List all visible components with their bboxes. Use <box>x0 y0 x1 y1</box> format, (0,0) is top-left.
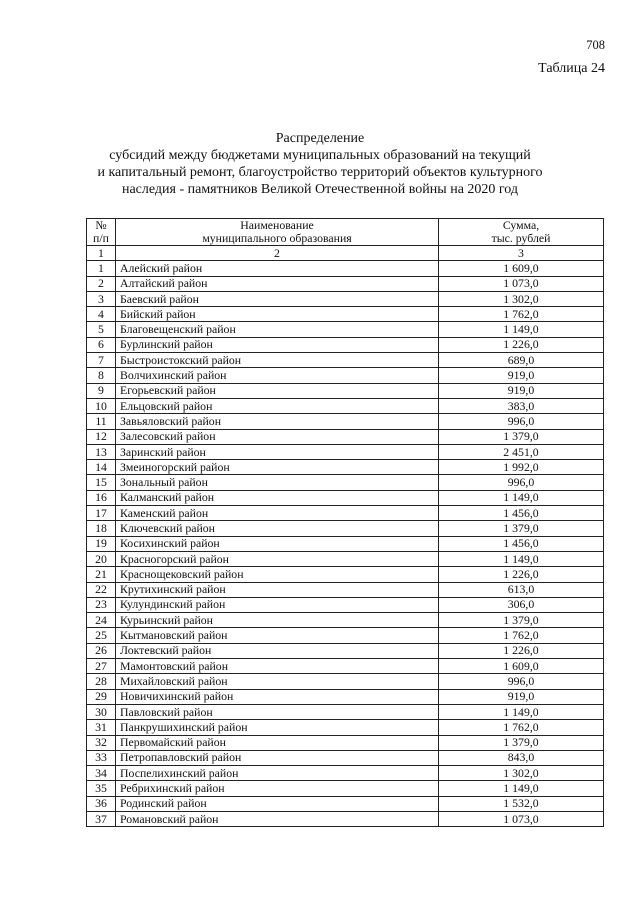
table-row <box>87 735 604 750</box>
row-municipality-name: Родинский район <box>116 796 439 811</box>
table-row <box>87 781 604 796</box>
row-municipality-name: Каменский район <box>116 506 439 521</box>
row-amount: 1 609,0 <box>439 261 604 276</box>
row-amount: 1 609,0 <box>439 659 604 674</box>
row-amount: 996,0 <box>439 414 604 429</box>
heading-line-3: и капитальный ремонт, благоустройство территорий объектов культурного <box>97 165 543 180</box>
row-number: 30 <box>87 704 116 719</box>
table-row <box>87 398 604 413</box>
row-amount: 1 379,0 <box>439 521 604 536</box>
header-name-label: Наименование муниципального образования <box>202 218 352 245</box>
row-number: 12 <box>87 429 116 444</box>
row-municipality-name: Краснощековский район <box>116 567 439 582</box>
row-municipality-name: Залесовский район <box>116 429 439 444</box>
row-municipality-name: Новичихинский район <box>116 689 439 704</box>
table-label: Таблица 24 <box>538 61 605 76</box>
table-row <box>87 659 604 674</box>
row-amount: 1 762,0 <box>439 628 604 643</box>
row-amount: 919,0 <box>439 383 604 398</box>
row-amount: 919,0 <box>439 689 604 704</box>
table-row <box>87 490 604 505</box>
column-index-3: 3 <box>439 246 604 261</box>
row-amount: 1 302,0 <box>439 766 604 781</box>
row-municipality-name: Змеиногорский район <box>116 460 439 475</box>
table-body <box>87 261 604 827</box>
row-municipality-name: Кытмановский район <box>116 628 439 643</box>
row-number: 23 <box>87 597 116 612</box>
row-municipality-name: Алейский район <box>116 261 439 276</box>
row-number: 28 <box>87 674 116 689</box>
table-row <box>87 368 604 383</box>
row-number: 31 <box>87 720 116 735</box>
table-row <box>87 551 604 566</box>
row-municipality-name: Бийский район <box>116 307 439 322</box>
row-municipality-name: Локтевский район <box>116 643 439 658</box>
row-amount: 1 073,0 <box>439 811 604 826</box>
table-row <box>87 582 604 597</box>
row-municipality-name: Первомайский район <box>116 735 439 750</box>
row-amount: 996,0 <box>439 475 604 490</box>
column-index-1: 1 <box>87 246 116 261</box>
table-row <box>87 720 604 735</box>
row-amount: 1 379,0 <box>439 429 604 444</box>
row-number: 7 <box>87 353 116 368</box>
row-municipality-name: Поспелихинский район <box>116 766 439 781</box>
row-amount: 1 456,0 <box>439 536 604 551</box>
row-amount: 1 302,0 <box>439 291 604 306</box>
row-amount: 1 762,0 <box>439 307 604 322</box>
row-amount: 843,0 <box>439 750 604 765</box>
row-amount: 1 149,0 <box>439 490 604 505</box>
row-number: 4 <box>87 307 116 322</box>
document-heading <box>0 130 640 198</box>
row-municipality-name: Курьинский район <box>116 613 439 628</box>
row-municipality-name: Егорьевский район <box>116 383 439 398</box>
table-row <box>87 689 604 704</box>
column-index-2: 2 <box>116 246 439 261</box>
row-amount: 383,0 <box>439 398 604 413</box>
row-municipality-name: Зональный район <box>116 475 439 490</box>
row-number: 22 <box>87 582 116 597</box>
table-row <box>87 429 604 444</box>
row-municipality-name: Бурлинский район <box>116 337 439 352</box>
row-number: 37 <box>87 811 116 826</box>
row-amount: 1 762,0 <box>439 720 604 735</box>
row-municipality-name: Быстроистокский район <box>116 353 439 368</box>
row-number: 24 <box>87 613 116 628</box>
row-municipality-name: Баевский район <box>116 291 439 306</box>
row-number: 33 <box>87 750 116 765</box>
heading-line-2: субсидий между бюджетами муниципальных образований на текущий <box>109 148 531 163</box>
row-number: 1 <box>87 261 116 276</box>
row-number: 26 <box>87 643 116 658</box>
table-row <box>87 506 604 521</box>
row-amount: 1 456,0 <box>439 506 604 521</box>
row-amount: 1 226,0 <box>439 643 604 658</box>
table-row <box>87 322 604 337</box>
row-amount: 306,0 <box>439 597 604 612</box>
table-row <box>87 674 604 689</box>
table-row <box>87 613 604 628</box>
row-municipality-name: Романовский район <box>116 811 439 826</box>
heading-line-1: Распределение <box>275 131 365 146</box>
row-municipality-name: Волчихинский район <box>116 368 439 383</box>
row-number: 36 <box>87 796 116 811</box>
table-header-row <box>87 219 604 246</box>
table-row <box>87 536 604 551</box>
row-amount: 1 073,0 <box>439 276 604 291</box>
row-municipality-name: Панкрушихинский район <box>116 720 439 735</box>
table-row <box>87 766 604 781</box>
row-municipality-name: Завьяловский район <box>116 414 439 429</box>
row-amount: 1 226,0 <box>439 567 604 582</box>
row-amount: 1 149,0 <box>439 704 604 719</box>
table-row <box>87 261 604 276</box>
row-number: 11 <box>87 414 116 429</box>
row-number: 14 <box>87 460 116 475</box>
row-amount: 689,0 <box>439 353 604 368</box>
row-amount: 1 379,0 <box>439 735 604 750</box>
row-amount: 1 149,0 <box>439 322 604 337</box>
row-number: 3 <box>87 291 116 306</box>
row-amount: 1 379,0 <box>439 613 604 628</box>
row-number: 25 <box>87 628 116 643</box>
row-municipality-name: Красногорский район <box>116 551 439 566</box>
table-row <box>87 521 604 536</box>
row-municipality-name: Ключевский район <box>116 521 439 536</box>
subsidy-table <box>86 218 604 827</box>
row-amount: 1 226,0 <box>439 337 604 352</box>
table-row <box>87 628 604 643</box>
row-municipality-name: Мамонтовский район <box>116 659 439 674</box>
row-amount: 1 149,0 <box>439 551 604 566</box>
row-number: 16 <box>87 490 116 505</box>
table-row <box>87 811 604 826</box>
header-number <box>87 219 116 246</box>
row-municipality-name: Ребрихинский район <box>116 781 439 796</box>
row-number: 8 <box>87 368 116 383</box>
heading-line-4: наследия - памятников Великой Отечественной войны на 2020 год <box>121 182 519 197</box>
header-name <box>116 219 439 246</box>
header-number-label: № п/п <box>93 218 109 245</box>
row-amount: 2 451,0 <box>439 444 604 459</box>
page-number: 708 <box>586 38 605 52</box>
row-amount: 996,0 <box>439 674 604 689</box>
table-row <box>87 276 604 291</box>
table-row <box>87 460 604 475</box>
row-number: 15 <box>87 475 116 490</box>
row-number: 19 <box>87 536 116 551</box>
row-number: 2 <box>87 276 116 291</box>
row-municipality-name: Крутихинский район <box>116 582 439 597</box>
row-amount: 613,0 <box>439 582 604 597</box>
header-sum <box>439 219 604 246</box>
row-municipality-name: Алтайский район <box>116 276 439 291</box>
header-sum-label: Сумма, тыс. рублей <box>491 218 551 245</box>
row-number: 13 <box>87 444 116 459</box>
table-row <box>87 475 604 490</box>
row-amount: 1 532,0 <box>439 796 604 811</box>
table-row <box>87 567 604 582</box>
table-row <box>87 383 604 398</box>
row-number: 35 <box>87 781 116 796</box>
row-amount: 919,0 <box>439 368 604 383</box>
row-amount: 1 992,0 <box>439 460 604 475</box>
table-row <box>87 444 604 459</box>
row-number: 29 <box>87 689 116 704</box>
row-municipality-name: Благовещенский район <box>116 322 439 337</box>
row-number: 32 <box>87 735 116 750</box>
row-municipality-name: Михайловский район <box>116 674 439 689</box>
table-row <box>87 337 604 352</box>
row-number: 18 <box>87 521 116 536</box>
row-number: 27 <box>87 659 116 674</box>
row-number: 21 <box>87 567 116 582</box>
row-municipality-name: Калманский район <box>116 490 439 505</box>
row-amount: 1 149,0 <box>439 781 604 796</box>
row-number: 9 <box>87 383 116 398</box>
row-number: 20 <box>87 551 116 566</box>
table-row <box>87 704 604 719</box>
table-row <box>87 291 604 306</box>
row-municipality-name: Ельцовский район <box>116 398 439 413</box>
row-number: 6 <box>87 337 116 352</box>
table-row <box>87 353 604 368</box>
column-index-row <box>87 246 604 261</box>
row-municipality-name: Петропавловский район <box>116 750 439 765</box>
table-row <box>87 643 604 658</box>
table-row <box>87 597 604 612</box>
table-row <box>87 414 604 429</box>
row-number: 5 <box>87 322 116 337</box>
row-municipality-name: Косихинский район <box>116 536 439 551</box>
table-row <box>87 307 604 322</box>
row-number: 17 <box>87 506 116 521</box>
row-municipality-name: Кулундинский район <box>116 597 439 612</box>
row-municipality-name: Павловский район <box>116 704 439 719</box>
row-number: 34 <box>87 766 116 781</box>
table-row <box>87 750 604 765</box>
table-row <box>87 796 604 811</box>
row-number: 10 <box>87 398 116 413</box>
row-municipality-name: Заринский район <box>116 444 439 459</box>
